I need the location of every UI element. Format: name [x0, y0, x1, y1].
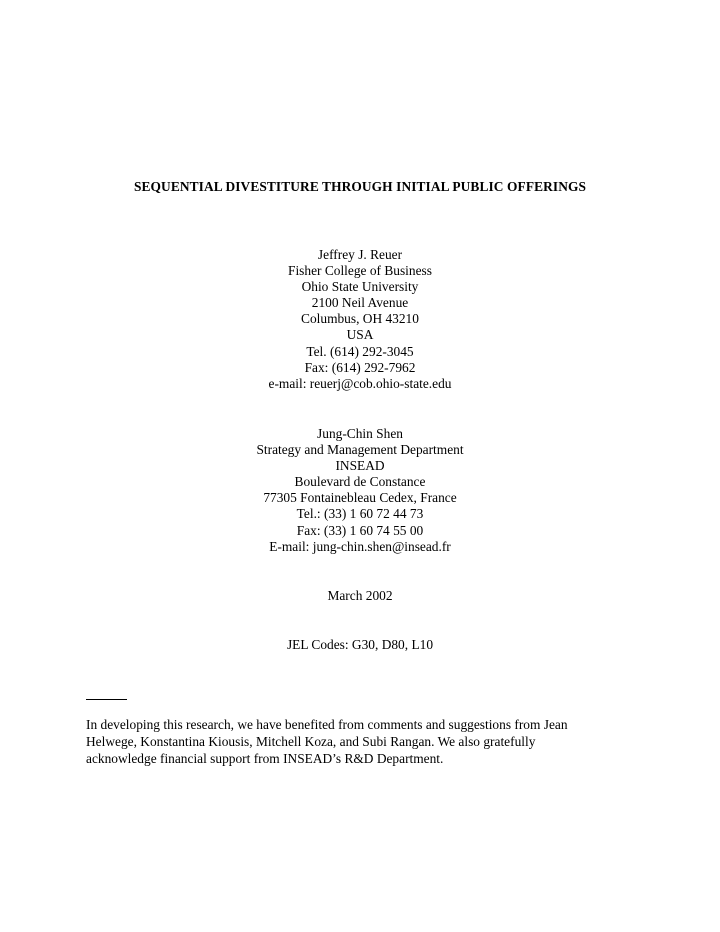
- footnote-separator: [86, 699, 127, 700]
- footnote-line: Helwege, Konstantina Kiousis, Mitchell Koza, and Subi Rangan. We also gratefully: [86, 733, 536, 749]
- author-fax: Fax: (33) 1 60 74 55 00: [296, 522, 424, 538]
- footnote-line: In developing this research, we have benefited from comments and suggestions from Jean: [86, 717, 568, 732]
- author-email: E-mail: jung-chin.shen@insead.fr: [269, 538, 451, 554]
- author-email: e-mail: reuerj@cob.ohio-state.edu: [268, 375, 452, 391]
- paper-title: SEQUENTIAL DIVESTITURE THROUGH INITIAL PUBLIC OFFERINGS: [133, 179, 587, 194]
- author-fax: Fax: (614) 292-7962: [304, 359, 416, 375]
- author-institution: INSEAD: [335, 458, 385, 474]
- paper-date: March 2002: [327, 588, 393, 603]
- footnote-line: acknowledge financial support from INSEAD’s R&D Department.: [86, 750, 444, 766]
- author-city: Columbus, OH 43210: [301, 311, 419, 327]
- author-name: Jeffrey J. Reuer: [317, 247, 403, 262]
- acknowledgement-footnote: [86, 717, 646, 767]
- author-block-reuer: [0, 247, 720, 392]
- author-telephone: Tel.: (33) 1 60 72 44 73: [296, 506, 424, 522]
- author-affiliation: Fisher College of Business: [288, 263, 432, 279]
- author-institution: Ohio State University: [301, 279, 419, 295]
- author-name: Jung-Chin Shen: [317, 426, 403, 441]
- author-country: USA: [346, 327, 374, 343]
- author-affiliation: Strategy and Management Department: [256, 442, 464, 458]
- author-street: 2100 Neil Avenue: [311, 295, 409, 311]
- author-block-shen: [0, 426, 720, 555]
- author-city: 77305 Fontainebleau Cedex, France: [263, 490, 457, 506]
- author-street: Boulevard de Constance: [294, 474, 426, 490]
- jel-codes: JEL Codes: G30, D80, L10: [286, 637, 434, 652]
- author-telephone: Tel. (614) 292-3045: [306, 343, 414, 359]
